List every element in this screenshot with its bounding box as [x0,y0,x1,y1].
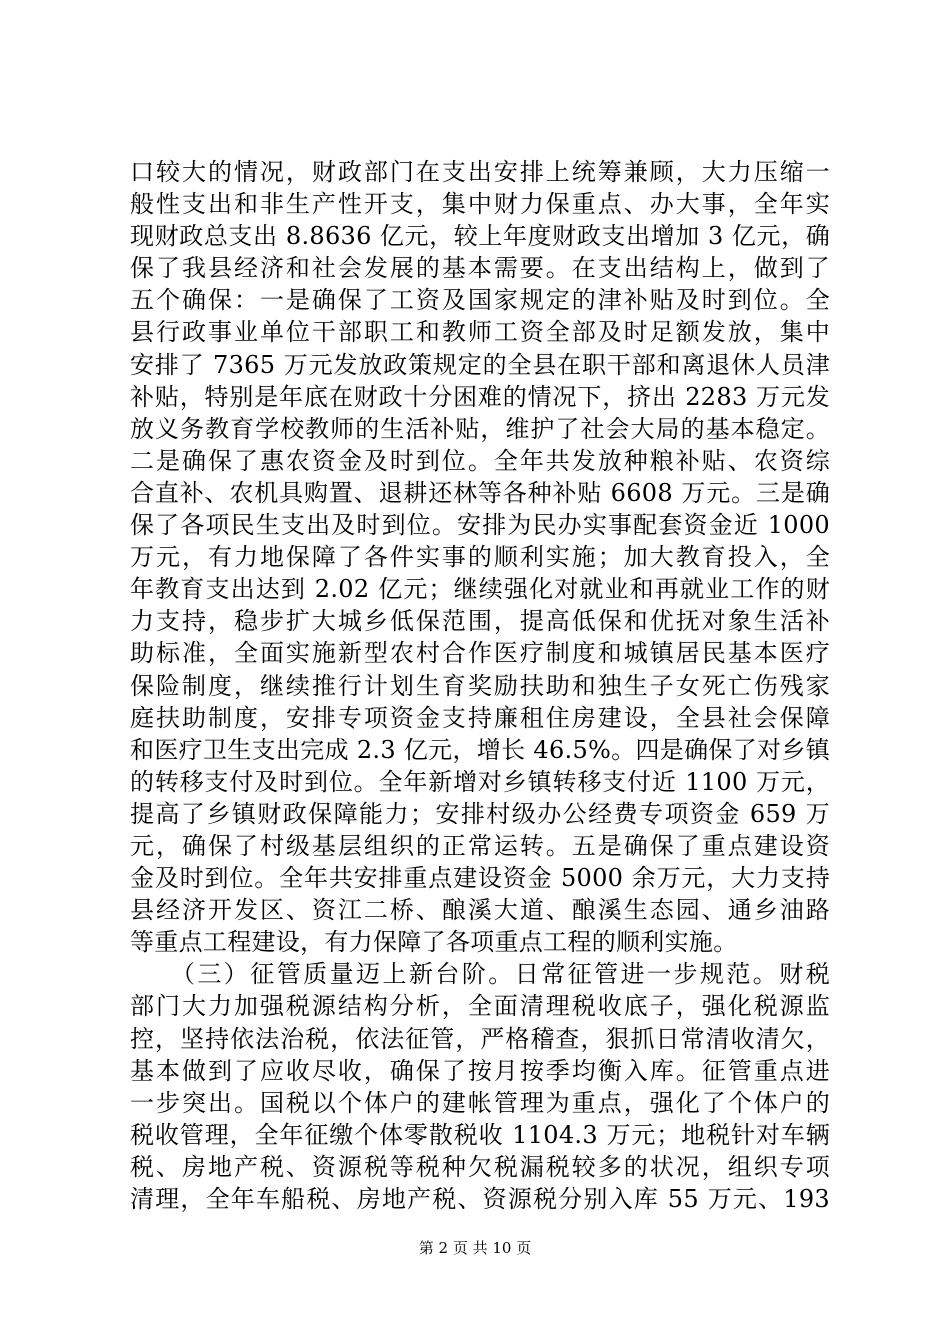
text-line: 等重点工程建设，有力保障了各项重点工程的顺利实施。 [130,928,738,957]
text-line: 县行政事业单位干部职工和教师工资全部及时足额发放，集中 [130,318,830,347]
text-line: 税收管理，全年征缴个体零散税收 1104.3 万元；地税针对车辆 [130,1120,830,1149]
text-line: 万元，有力地保障了各件实事的顺利实施；加大教育投入，全 [130,543,830,572]
text-line: 年教育支出达到 2.02 亿元；继续强化对就业和再就业工作的财 [130,575,830,604]
text-line: 二是确保了惠农资金及时到位。全年共发放种粮补贴、农资综 [130,446,830,475]
text-line: 助标准，全面实施新型农村合作医疗制度和城镇居民基本医疗 [130,639,830,668]
text-line: 一步突出。国税以个体户的建帐管理为重点，强化了个体户的 [130,1088,830,1117]
text-line: 部门大力加强税源结构分析，全面清理税收底子，强化税源监 [130,992,830,1021]
text-line: 现财政总支出 8.8636 亿元，较上年度财政支出增加 3 亿元，确 [130,222,830,251]
text-line: 控，坚持依法治税，依法征管，严格稽查，狠抓日常清收清欠， [130,1024,830,1053]
text-line: 般性支出和非生产性开支，集中财力保重点、办大事，全年实 [130,190,830,219]
text-line: 保了各项民生支出及时到位。安排为民办实事配套资金近 1000 [130,511,830,540]
text-line: 基本做到了应收尽收，确保了按月按季均衡入库。征管重点进 [130,1056,830,1085]
text-line: 县经济开发区、资江二桥、酿溪大道、酿溪生态园、通乡油路 [130,896,830,925]
text-line: 庭扶助制度，安排专项资金支持廉租住房建设，全县社会保障 [130,703,830,732]
page-footer [0,1238,950,1258]
text-line: 补贴，特别是年底在财政十分困难的情况下，挤出 2283 万元发 [130,382,830,411]
document-body [130,156,830,1215]
page-number-label: 第 2 页 共 10 页 [418,1239,532,1257]
paragraph-container [130,156,830,1215]
text-line: 口较大的情况，财政部门在支出安排上统筹兼顾，大力压缩一 [130,158,830,186]
text-line: 力支持，稳步扩大城乡低保范围，提高低保和优抚对象生活补 [130,607,830,636]
text-line: 五个确保：一是确保了工资及国家规定的津补贴及时到位。全 [130,286,830,315]
text-line: 提高了乡镇财政保障能力；安排村级办公经费专项资金 659 万 [130,799,830,828]
text-line: 金及时到位。全年共安排重点建设资金 5000 余万元，大力支持 [130,864,830,893]
text-line: 清理，全年车船税、房地产税、资源税分别入库 55 万元、193 [130,1185,830,1213]
text-line: 税、房地产税、资源税等税种欠税漏税较多的状况，组织专项 [130,1152,830,1181]
text-line: 和医疗卫生支出完成 2.3 亿元，增长 46.5%。四是确保了对乡镇 [130,735,830,764]
text-line: 保险制度，继续推行计划生育奖励扶助和独生子女死亡伤残家 [130,671,830,700]
text-line: 安排了 7365 万元发放政策规定的全县在职干部和离退休人员津 [130,350,830,379]
text-line: 保了我县经济和社会发展的基本需要。在支出结构上，做到了 [130,254,830,283]
text-line: （三）征管质量迈上新台阶。日常征管进一步规范。财税 [130,960,830,989]
text-line: 合直补、农机具购置、退耕还林等各种补贴 6608 万元。三是确 [130,478,830,507]
text-line: 元，确保了村级基层组织的正常运转。五是确保了重点建设资 [130,831,830,860]
text-line: 放义务教育学校教师的生活补贴，维护了社会大局的基本稳定。 [130,414,830,443]
text-line: 的转移支付及时到位。全年新增对乡镇转移支付近 1100 万元， [130,767,830,796]
